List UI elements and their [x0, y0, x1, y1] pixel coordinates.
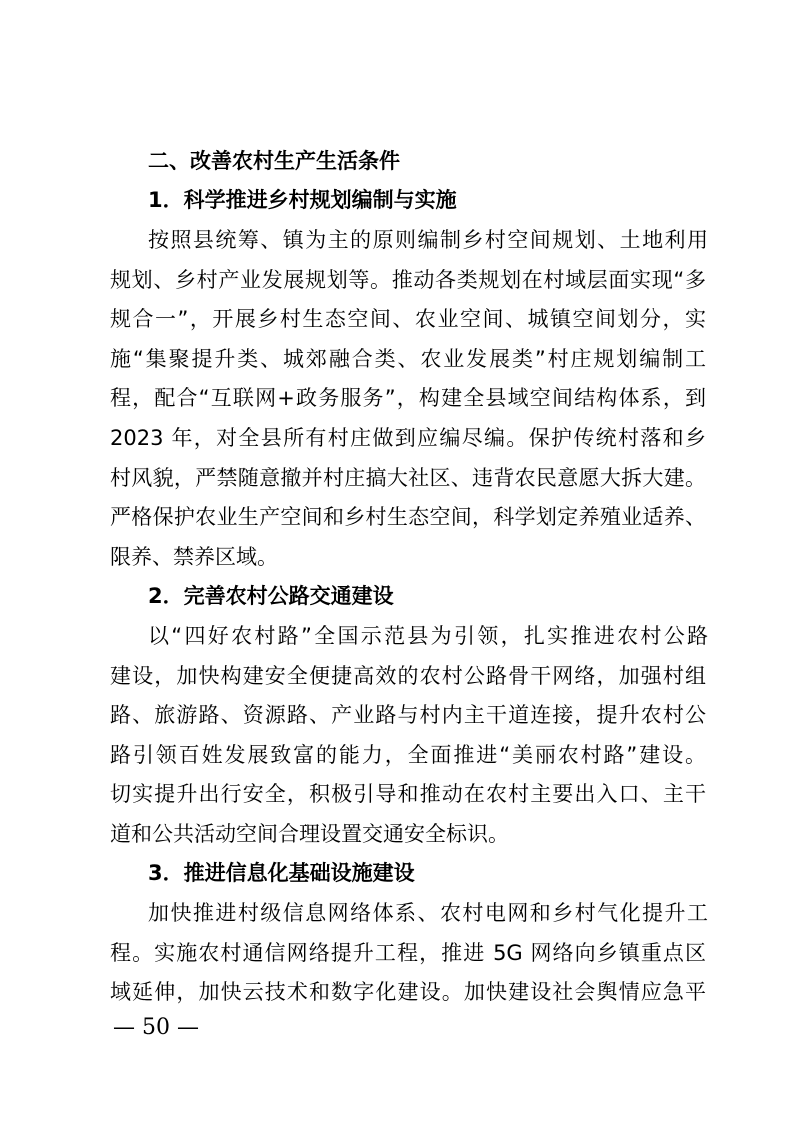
- paragraph-line: 严格保护农业生产空间和乡村生态空间，科学划定养殖业适养、: [110, 505, 706, 529]
- paragraph-line: 道和公共活动空间合理设置交通安全标识。: [110, 822, 509, 846]
- paragraph-line: 切实提升出行安全，积极引导和推动在农村主要出入口、主干: [110, 782, 706, 806]
- paragraph-line: 建设，加快构建安全便捷高效的农村公路骨干网络，加强村组: [110, 664, 706, 688]
- paragraph-line: 以“四好农村路”全国示范县为引领，扎实推进农村公路: [148, 624, 708, 648]
- paragraph-line: 2023 年，对全县所有村庄做到应编尽编。保护传统村落和乡: [110, 426, 706, 450]
- paragraph-line: 规划、乡村产业发展规划等。推动各类规划在村域层面实现“多: [110, 268, 706, 292]
- subsection-1-title: 1．科学推进乡村规划编制与实施: [148, 188, 457, 212]
- paragraph-line: 规合一”，开展乡村生态空间、农业空间、城镇空间划分，实: [110, 307, 706, 331]
- paragraph-line: 施“集聚提升类、城郊融合类、农业发展类”村庄规划编制工: [110, 347, 706, 371]
- paragraph-line: 路引领百姓发展致富的能力，全面推进“美丽农村路”建设。: [110, 743, 706, 767]
- section-heading: 二、改善农村生产生活条件: [148, 149, 400, 173]
- paragraph-line: 域延伸，加快云技术和数字化建设。加快建设社会舆情应急平: [110, 980, 706, 1004]
- paragraph-line: 加快推进村级信息网络体系、农村电网和乡村气化提升工: [148, 901, 708, 925]
- paragraph-line: 程。实施农村通信网络提升工程，推进 5G 网络向乡镇重点区: [110, 941, 706, 965]
- paragraph-line: 限养、禁养区域。: [110, 545, 278, 569]
- subsection-3-title: 3．推进信息化基础设施建设: [148, 861, 415, 885]
- subsection-2-title: 2．完善农村公路交通建设: [148, 584, 394, 608]
- paragraph-line: 程，配合“互联网+政务服务”，构建全县域空间结构体系，到: [110, 386, 706, 410]
- paragraph-line: 按照县统筹、镇为主的原则编制乡村空间规划、土地利用: [148, 228, 708, 252]
- paragraph-line: 路、旅游路、资源路、产业路与村内主干道连接，提升农村公: [110, 703, 706, 727]
- paragraph-line: 村风貌，严禁随意撤并村庄搞大社区、违背农民意愿大拆大建。: [110, 466, 706, 490]
- page-number: — 50 —: [113, 1015, 199, 1040]
